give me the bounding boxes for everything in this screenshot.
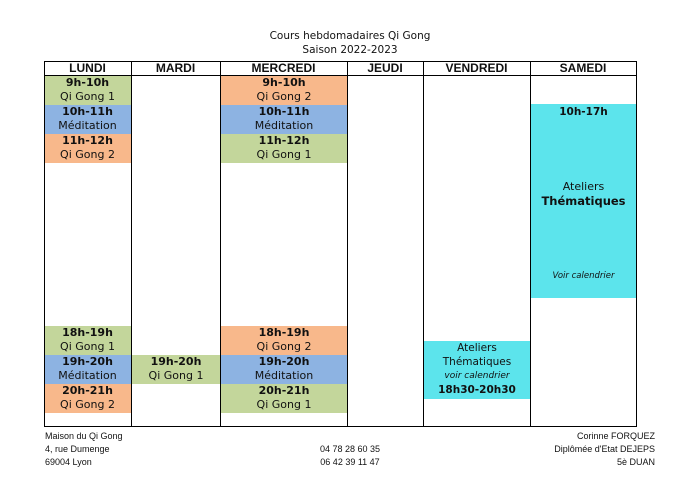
grid-col-1	[131, 61, 132, 426]
lundi-slot-2	[44, 105, 131, 134]
slot-label: Qi Gong 1	[60, 90, 115, 103]
slot-time: 10h-11h	[62, 105, 113, 118]
footer-address	[45, 430, 123, 469]
grid-col-2	[220, 61, 221, 426]
slot-time: 18h-19h	[62, 326, 113, 339]
slot-time: 19h-20h	[62, 355, 113, 368]
footer-city: 69004 Lyon	[45, 457, 92, 467]
slot-time: 9h-10h	[65, 76, 110, 89]
slot-label: Qi Gong 1	[148, 369, 204, 382]
mercredi-slot-6	[221, 384, 347, 413]
footer-rank: 5è DUAN	[616, 457, 655, 467]
footer-phones	[290, 443, 410, 469]
slot-time: 20h-21h	[62, 384, 113, 397]
slot-label: Méditation	[58, 369, 117, 382]
header-mardi: MARDI	[155, 61, 196, 75]
ateliers-note: voir calendrier	[444, 371, 510, 381]
mercredi-slot-5	[221, 355, 347, 384]
footer-phone-1: 04 78 28 60 35	[319, 444, 381, 454]
lundi-slot-6	[44, 384, 131, 413]
mercredi-slot-1	[221, 76, 347, 105]
samedi-line1: Ateliers	[562, 180, 605, 193]
footer-phone-2: 06 42 39 11 47	[320, 457, 380, 467]
slot-label: Méditation	[254, 369, 314, 382]
slot-label: Méditation	[58, 119, 117, 132]
samedi-time: 10h-17h	[559, 106, 608, 118]
slot-time: 11h-12h	[258, 134, 310, 147]
ateliers-time: 18h30-20h30	[438, 384, 516, 396]
grid-col-6	[636, 61, 637, 426]
header-jeudi: JEUDI	[367, 61, 403, 75]
samedi-ateliers	[531, 104, 636, 298]
footer-contact	[500, 430, 655, 469]
mardi-slot-1	[132, 355, 220, 384]
slot-time: 19h-20h	[150, 355, 202, 368]
footer-street: 4, rue Dumenge	[45, 444, 110, 454]
mercredi-slot-4	[221, 326, 347, 355]
lundi-slot-5	[44, 355, 131, 384]
lundi-slot-1	[44, 76, 131, 105]
slot-label: Qi Gong 2	[60, 398, 115, 411]
samedi-note: Voir calendrier	[552, 271, 615, 281]
lundi-slot-3	[44, 134, 131, 163]
slot-time: 9h-10h	[262, 76, 306, 89]
slot-label: Qi Gong 2	[60, 148, 115, 161]
vendredi-ateliers	[424, 341, 530, 399]
grid-col-5	[530, 61, 531, 426]
ateliers-line2: Thématiques	[442, 356, 512, 368]
grid-col-0	[44, 61, 45, 426]
grid-col-3	[347, 61, 348, 426]
mercredi-slot-3	[221, 134, 347, 163]
mercredi-slot-2	[221, 105, 347, 134]
slot-label: Qi Gong 1	[256, 398, 312, 411]
slot-time: 11h-12h	[62, 134, 113, 147]
ateliers-line1: Ateliers	[457, 342, 497, 354]
slot-label: Qi Gong 1	[256, 148, 312, 161]
slot-label: Qi Gong 1	[60, 340, 115, 353]
slot-label: Qi Gong 2	[256, 90, 312, 103]
footer-diploma: Diplômée d'Etat DEJEPS	[554, 444, 655, 454]
slot-time: 19h-20h	[258, 355, 310, 368]
header-vendredi: VENDREDI	[445, 61, 508, 75]
header-lundi: LUNDI	[69, 61, 106, 75]
slot-time: 20h-21h	[258, 384, 310, 397]
slot-time: 18h-19h	[258, 326, 310, 339]
grid-bottom	[44, 426, 637, 427]
slot-label: Méditation	[254, 119, 314, 132]
samedi-line2: Thématiques	[541, 194, 626, 208]
slot-label: Qi Gong 2	[256, 340, 312, 353]
grid-header-bottom	[44, 75, 637, 76]
grid-col-4	[423, 61, 424, 426]
slot-time: 10h-11h	[258, 105, 310, 118]
header-samedi: SAMEDI	[559, 61, 607, 75]
footer-name: Corinne FORQUEZ	[576, 431, 655, 441]
lundi-slot-4	[44, 326, 131, 355]
page-subtitle: Saison 2022-2023	[302, 44, 398, 56]
page-title: Cours hebdomadaires Qi Gong	[269, 30, 431, 42]
header-mercredi: MERCREDI	[251, 61, 316, 75]
footer-org: Maison du Qi Gong	[45, 431, 123, 441]
